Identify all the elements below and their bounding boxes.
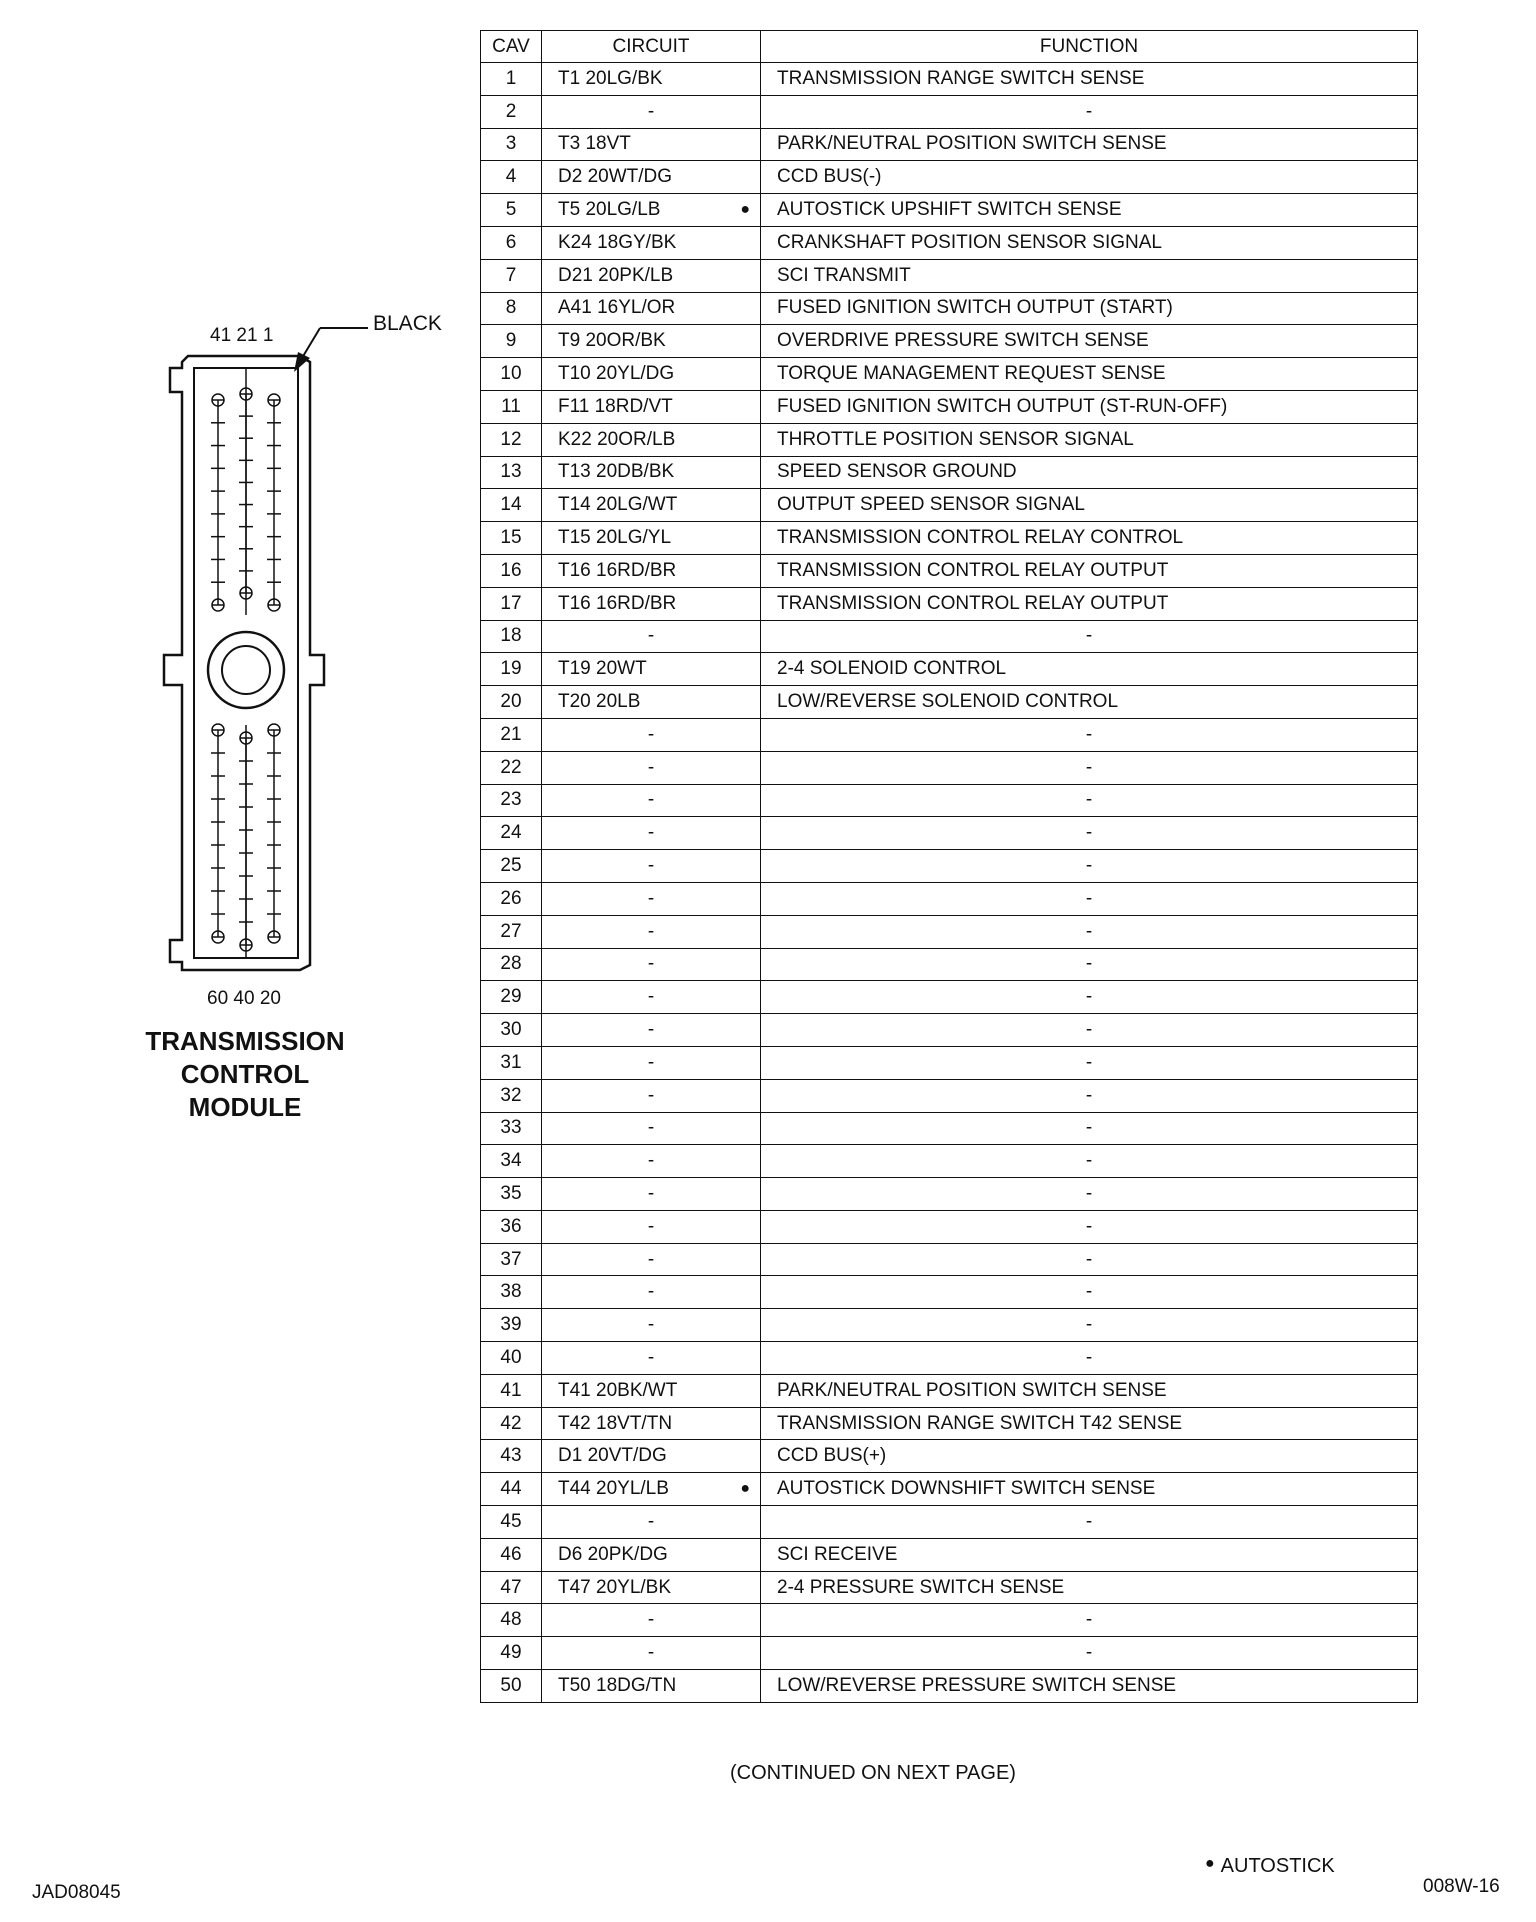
circuit-cell xyxy=(542,751,761,784)
function-cell: - xyxy=(761,1604,1418,1637)
circuit-text: T42 18VT/TN xyxy=(558,1412,673,1434)
table-row xyxy=(481,226,1418,259)
circuit-text: A41 16YL/OR xyxy=(558,297,676,319)
circuit-cell xyxy=(542,1014,761,1047)
cav-cell: 27 xyxy=(481,915,542,948)
table-row xyxy=(481,1604,1418,1637)
circuit-text: T5 20LG/LB xyxy=(558,199,661,221)
table-row xyxy=(481,620,1418,653)
legend xyxy=(1205,1855,1335,1878)
function-cell: - xyxy=(761,1309,1418,1342)
circuit-text: - xyxy=(647,1248,655,1270)
cav-cell: 21 xyxy=(481,718,542,751)
function-cell: AUTOSTICK DOWNSHIFT SWITCH SENSE xyxy=(761,1473,1418,1506)
cav-cell: 18 xyxy=(481,620,542,653)
circuit-cell xyxy=(542,259,761,292)
cav-cell: 46 xyxy=(481,1538,542,1571)
cav-cell: 13 xyxy=(481,456,542,489)
function-cell: - xyxy=(761,915,1418,948)
circuit-text: - xyxy=(647,1150,655,1172)
circuit-cell xyxy=(542,1506,761,1539)
function-cell: - xyxy=(761,1178,1418,1211)
table-row xyxy=(481,653,1418,686)
circuit-text: - xyxy=(647,1510,655,1532)
circuit-cell xyxy=(542,653,761,686)
connector-latch-inner xyxy=(222,646,270,694)
function-cell: FUSED IGNITION SWITCH OUTPUT (ST-RUN-OFF) xyxy=(761,390,1418,423)
cav-cell: 28 xyxy=(481,948,542,981)
circuit-text: T47 20YL/BK xyxy=(558,1576,672,1598)
circuit-cell xyxy=(542,226,761,259)
header-circuit: CIRCUIT xyxy=(542,31,761,63)
table-row xyxy=(481,522,1418,555)
cav-cell: 2 xyxy=(481,95,542,128)
cav-cell: 36 xyxy=(481,1210,542,1243)
circuit-text: - xyxy=(647,1642,655,1664)
table-row xyxy=(481,1374,1418,1407)
circuit-text: - xyxy=(647,887,655,909)
function-cell: - xyxy=(761,1276,1418,1309)
cav-cell: 17 xyxy=(481,587,542,620)
function-cell: OVERDRIVE PRESSURE SWITCH SENSE xyxy=(761,325,1418,358)
autostick-marker-icon: ● xyxy=(740,201,750,219)
table-row xyxy=(481,423,1418,456)
table-row xyxy=(481,194,1418,227)
circuit-cell xyxy=(542,1046,761,1079)
function-cell: - xyxy=(761,882,1418,915)
circuit-text: T13 20DB/BK xyxy=(558,461,675,483)
table-row xyxy=(481,850,1418,883)
table-row xyxy=(481,1243,1418,1276)
circuit-text: T41 20BK/WT xyxy=(558,1379,678,1401)
circuit-cell xyxy=(542,1145,761,1178)
cav-cell: 47 xyxy=(481,1571,542,1604)
table-row xyxy=(481,1571,1418,1604)
cav-cell: 20 xyxy=(481,686,542,719)
circuit-text: D21 20PK/LB xyxy=(558,264,674,286)
function-cell: - xyxy=(761,95,1418,128)
table-row xyxy=(481,784,1418,817)
cav-cell: 49 xyxy=(481,1637,542,1670)
table-row xyxy=(481,390,1418,423)
circuit-cell xyxy=(542,1374,761,1407)
figure-id: JAD08045 xyxy=(32,1882,121,1903)
function-cell: - xyxy=(761,718,1418,751)
cav-cell: 19 xyxy=(481,653,542,686)
cav-cell: 41 xyxy=(481,1374,542,1407)
circuit-text: T15 20LG/YL xyxy=(558,527,672,549)
module-title-line-1: TRANSMISSION xyxy=(145,1026,345,1056)
cav-cell: 44 xyxy=(481,1473,542,1506)
circuit-cell xyxy=(542,456,761,489)
table-row xyxy=(481,817,1418,850)
circuit-cell xyxy=(542,390,761,423)
circuit-cell xyxy=(542,718,761,751)
circuit-cell xyxy=(542,423,761,456)
cav-cell: 37 xyxy=(481,1243,542,1276)
table-row xyxy=(481,63,1418,96)
circuit-text: T44 20YL/LB xyxy=(558,1478,669,1500)
circuit-text: D2 20WT/DG xyxy=(558,166,673,188)
circuit-text: T19 20WT xyxy=(558,658,647,680)
table-row xyxy=(481,718,1418,751)
table-row xyxy=(481,456,1418,489)
cav-cell: 8 xyxy=(481,292,542,325)
circuit-text: - xyxy=(647,953,655,975)
function-cell: - xyxy=(761,784,1418,817)
table-row xyxy=(481,1014,1418,1047)
table-row xyxy=(481,686,1418,719)
circuit-text: D6 20PK/DG xyxy=(558,1543,668,1565)
circuit-cell xyxy=(542,1571,761,1604)
table-row xyxy=(481,1309,1418,1342)
connector-face-diagram xyxy=(150,310,340,1000)
circuit-cell xyxy=(542,948,761,981)
cav-cell: 16 xyxy=(481,554,542,587)
function-cell: AUTOSTICK UPSHIFT SWITCH SENSE xyxy=(761,194,1418,227)
autostick-marker-icon: ● xyxy=(740,1480,750,1498)
circuit-text: - xyxy=(647,100,655,122)
table-row xyxy=(481,358,1418,391)
cav-cell: 45 xyxy=(481,1506,542,1539)
table-row xyxy=(481,1637,1418,1670)
cav-cell: 9 xyxy=(481,325,542,358)
table-row xyxy=(481,751,1418,784)
table-row xyxy=(481,882,1418,915)
function-cell: TRANSMISSION CONTROL RELAY CONTROL xyxy=(761,522,1418,555)
circuit-cell xyxy=(542,522,761,555)
cav-cell: 39 xyxy=(481,1309,542,1342)
table-row xyxy=(481,1145,1418,1178)
table-row xyxy=(481,1473,1418,1506)
circuit-text: T50 18DG/TN xyxy=(558,1674,677,1696)
circuit-cell xyxy=(542,1309,761,1342)
circuit-text: - xyxy=(647,1051,655,1073)
circuit-text: T9 20OR/BK xyxy=(558,330,666,352)
function-cell: - xyxy=(761,1145,1418,1178)
circuit-cell xyxy=(542,128,761,161)
circuit-text: - xyxy=(647,1609,655,1631)
cav-cell: 38 xyxy=(481,1276,542,1309)
legend-text: AUTOSTICK xyxy=(1220,1855,1335,1877)
function-cell: - xyxy=(761,620,1418,653)
circuit-text: - xyxy=(647,1117,655,1139)
table-row xyxy=(481,587,1418,620)
circuit-cell xyxy=(542,1604,761,1637)
function-cell: - xyxy=(761,751,1418,784)
circuit-text: - xyxy=(647,1346,655,1368)
function-cell: CRANKSHAFT POSITION SENSOR SIGNAL xyxy=(761,226,1418,259)
circuit-cell xyxy=(542,1178,761,1211)
function-cell: - xyxy=(761,1637,1418,1670)
circuit-cell xyxy=(542,850,761,883)
function-cell: OUTPUT SPEED SENSOR SIGNAL xyxy=(761,489,1418,522)
table-row xyxy=(481,1046,1418,1079)
function-cell: - xyxy=(761,1506,1418,1539)
header-function: FUNCTION xyxy=(761,31,1418,63)
function-cell: 2-4 SOLENOID CONTROL xyxy=(761,653,1418,686)
circuit-text: - xyxy=(647,756,655,778)
page-code: 008W-16 xyxy=(1423,1876,1500,1897)
cav-cell: 42 xyxy=(481,1407,542,1440)
header-cav: CAV xyxy=(481,31,542,63)
circuit-text: T20 20LB xyxy=(558,691,641,713)
circuit-text: - xyxy=(647,855,655,877)
table-row xyxy=(481,325,1418,358)
table-row xyxy=(481,1342,1418,1375)
circuit-text: T16 16RD/BR xyxy=(558,592,677,614)
cav-cell: 25 xyxy=(481,850,542,883)
circuit-cell xyxy=(542,1112,761,1145)
circuit-text: - xyxy=(647,789,655,811)
cav-cell: 29 xyxy=(481,981,542,1014)
table-row xyxy=(481,915,1418,948)
function-cell: - xyxy=(761,1243,1418,1276)
circuit-text: K22 20OR/LB xyxy=(558,428,676,450)
cav-cell: 15 xyxy=(481,522,542,555)
table-row xyxy=(481,1506,1418,1539)
table-row xyxy=(481,1670,1418,1703)
function-cell: - xyxy=(761,1112,1418,1145)
function-cell: - xyxy=(761,817,1418,850)
function-cell: TRANSMISSION RANGE SWITCH SENSE xyxy=(761,63,1418,96)
cav-cell: 23 xyxy=(481,784,542,817)
function-cell: 2-4 PRESSURE SWITCH SENSE xyxy=(761,1571,1418,1604)
circuit-cell xyxy=(542,1079,761,1112)
circuit-cell xyxy=(542,63,761,96)
connector-latch-outer xyxy=(208,632,284,708)
table-row xyxy=(481,95,1418,128)
table-row xyxy=(481,1210,1418,1243)
circuit-text: - xyxy=(647,625,655,647)
circuit-cell xyxy=(542,1440,761,1473)
circuit-text: - xyxy=(647,1084,655,1106)
module-title-line-3: MODULE xyxy=(188,1092,302,1122)
table-row xyxy=(481,1538,1418,1571)
circuit-text: K24 18GY/BK xyxy=(558,231,677,253)
cav-cell: 34 xyxy=(481,1145,542,1178)
circuit-cell xyxy=(542,1407,761,1440)
circuit-cell xyxy=(542,1276,761,1309)
circuit-cell xyxy=(542,1342,761,1375)
circuit-text: T1 20LG/BK xyxy=(558,67,663,89)
function-cell: LOW/REVERSE PRESSURE SWITCH SENSE xyxy=(761,1670,1418,1703)
cav-cell: 5 xyxy=(481,194,542,227)
connector-outline xyxy=(164,356,324,970)
circuit-text: - xyxy=(647,986,655,1008)
cav-cell: 43 xyxy=(481,1440,542,1473)
cav-cell: 33 xyxy=(481,1112,542,1145)
circuit-cell xyxy=(542,1538,761,1571)
cav-cell: 1 xyxy=(481,63,542,96)
cav-cell: 6 xyxy=(481,226,542,259)
connector-pin-grid-bottom xyxy=(211,724,281,951)
function-cell: PARK/NEUTRAL POSITION SWITCH SENSE xyxy=(761,1374,1418,1407)
bottom-pin-numbers: 60 40 20 xyxy=(207,988,281,1009)
cav-cell: 40 xyxy=(481,1342,542,1375)
function-cell: - xyxy=(761,1079,1418,1112)
circuit-text: T10 20YL/DG xyxy=(558,363,675,385)
table-row xyxy=(481,1276,1418,1309)
circuit-text: T16 16RD/BR xyxy=(558,559,677,581)
table-row xyxy=(481,981,1418,1014)
table-row xyxy=(481,161,1418,194)
cav-cell: 35 xyxy=(481,1178,542,1211)
cav-cell: 4 xyxy=(481,161,542,194)
table-row xyxy=(481,1178,1418,1211)
cav-cell: 26 xyxy=(481,882,542,915)
circuit-cell xyxy=(542,292,761,325)
table-row xyxy=(481,128,1418,161)
function-cell: - xyxy=(761,1014,1418,1047)
connector-pin-grid-top xyxy=(211,388,281,611)
pinout-table-body xyxy=(481,63,1418,1703)
cav-cell: 22 xyxy=(481,751,542,784)
circuit-text: - xyxy=(647,822,655,844)
module-title-line-2: CONTROL xyxy=(180,1059,310,1089)
function-cell: TORQUE MANAGEMENT REQUEST SENSE xyxy=(761,358,1418,391)
table-row xyxy=(481,554,1418,587)
circuit-cell xyxy=(542,686,761,719)
circuit-cell xyxy=(542,1637,761,1670)
function-cell: SCI TRANSMIT xyxy=(761,259,1418,292)
cav-cell: 12 xyxy=(481,423,542,456)
circuit-text: - xyxy=(647,920,655,942)
function-cell: - xyxy=(761,850,1418,883)
circuit-text: - xyxy=(647,723,655,745)
function-cell: FUSED IGNITION SWITCH OUTPUT (START) xyxy=(761,292,1418,325)
circuit-cell xyxy=(542,784,761,817)
circuit-cell xyxy=(542,358,761,391)
table-row xyxy=(481,1079,1418,1112)
circuit-cell xyxy=(542,95,761,128)
cav-cell: 14 xyxy=(481,489,542,522)
top-pin-numbers: 41 21 1 xyxy=(210,325,274,346)
circuit-text: - xyxy=(647,1281,655,1303)
function-cell: SCI RECEIVE xyxy=(761,1538,1418,1571)
circuit-text: - xyxy=(647,1019,655,1040)
cav-cell: 11 xyxy=(481,390,542,423)
cav-cell: 10 xyxy=(481,358,542,391)
cav-cell: 50 xyxy=(481,1670,542,1703)
cav-cell: 24 xyxy=(481,817,542,850)
function-cell: - xyxy=(761,1210,1418,1243)
circuit-cell xyxy=(542,554,761,587)
table-row xyxy=(481,489,1418,522)
circuit-text: T3 18VT xyxy=(558,133,631,155)
function-cell: CCD BUS(-) xyxy=(761,161,1418,194)
pinout-table xyxy=(480,30,1418,1703)
circuit-text: - xyxy=(647,1215,655,1237)
circuit-text: - xyxy=(647,1182,655,1204)
function-cell: TRANSMISSION CONTROL RELAY OUTPUT xyxy=(761,587,1418,620)
function-cell: TRANSMISSION CONTROL RELAY OUTPUT xyxy=(761,554,1418,587)
circuit-cell xyxy=(542,915,761,948)
function-cell: LOW/REVERSE SOLENOID CONTROL xyxy=(761,686,1418,719)
table-row xyxy=(481,1112,1418,1145)
function-cell: TRANSMISSION RANGE SWITCH T42 SENSE xyxy=(761,1407,1418,1440)
circuit-cell xyxy=(542,489,761,522)
function-cell: THROTTLE POSITION SENSOR SIGNAL xyxy=(761,423,1418,456)
circuit-cell xyxy=(542,1670,761,1703)
circuit-cell xyxy=(542,587,761,620)
table-row xyxy=(481,1440,1418,1473)
connector-color-label: BLACK xyxy=(373,312,442,335)
circuit-text: D1 20VT/DG xyxy=(558,1445,667,1467)
circuit-cell xyxy=(542,882,761,915)
function-cell: SPEED SENSOR GROUND xyxy=(761,456,1418,489)
circuit-text: F11 18RD/VT xyxy=(558,395,673,417)
circuit-cell xyxy=(542,1243,761,1276)
table-row xyxy=(481,948,1418,981)
cav-cell: 7 xyxy=(481,259,542,292)
table-row xyxy=(481,259,1418,292)
cav-cell: 48 xyxy=(481,1604,542,1637)
legend-marker-icon: ● xyxy=(1205,1855,1215,1872)
table-row xyxy=(481,1407,1418,1440)
circuit-cell xyxy=(542,1473,761,1506)
table-row xyxy=(481,292,1418,325)
circuit-cell xyxy=(542,620,761,653)
cav-cell: 30 xyxy=(481,1014,542,1047)
cav-cell: 31 xyxy=(481,1046,542,1079)
circuit-cell xyxy=(542,161,761,194)
function-cell: - xyxy=(761,948,1418,981)
function-cell: PARK/NEUTRAL POSITION SWITCH SENSE xyxy=(761,128,1418,161)
circuit-cell xyxy=(542,1210,761,1243)
circuit-text: - xyxy=(647,1314,655,1336)
continued-note: (CONTINUED ON NEXT PAGE) xyxy=(730,1762,1016,1784)
function-cell: - xyxy=(761,1342,1418,1375)
circuit-cell xyxy=(542,817,761,850)
module-title xyxy=(120,1025,370,1124)
cav-cell: 3 xyxy=(481,128,542,161)
circuit-text: T14 20LG/WT xyxy=(558,494,678,516)
circuit-cell xyxy=(542,194,761,227)
cav-cell: 32 xyxy=(481,1079,542,1112)
function-cell: - xyxy=(761,1046,1418,1079)
circuit-cell xyxy=(542,981,761,1014)
function-cell: CCD BUS(+) xyxy=(761,1440,1418,1473)
table-header-row xyxy=(481,31,1418,63)
function-cell: - xyxy=(761,981,1418,1014)
circuit-cell xyxy=(542,325,761,358)
